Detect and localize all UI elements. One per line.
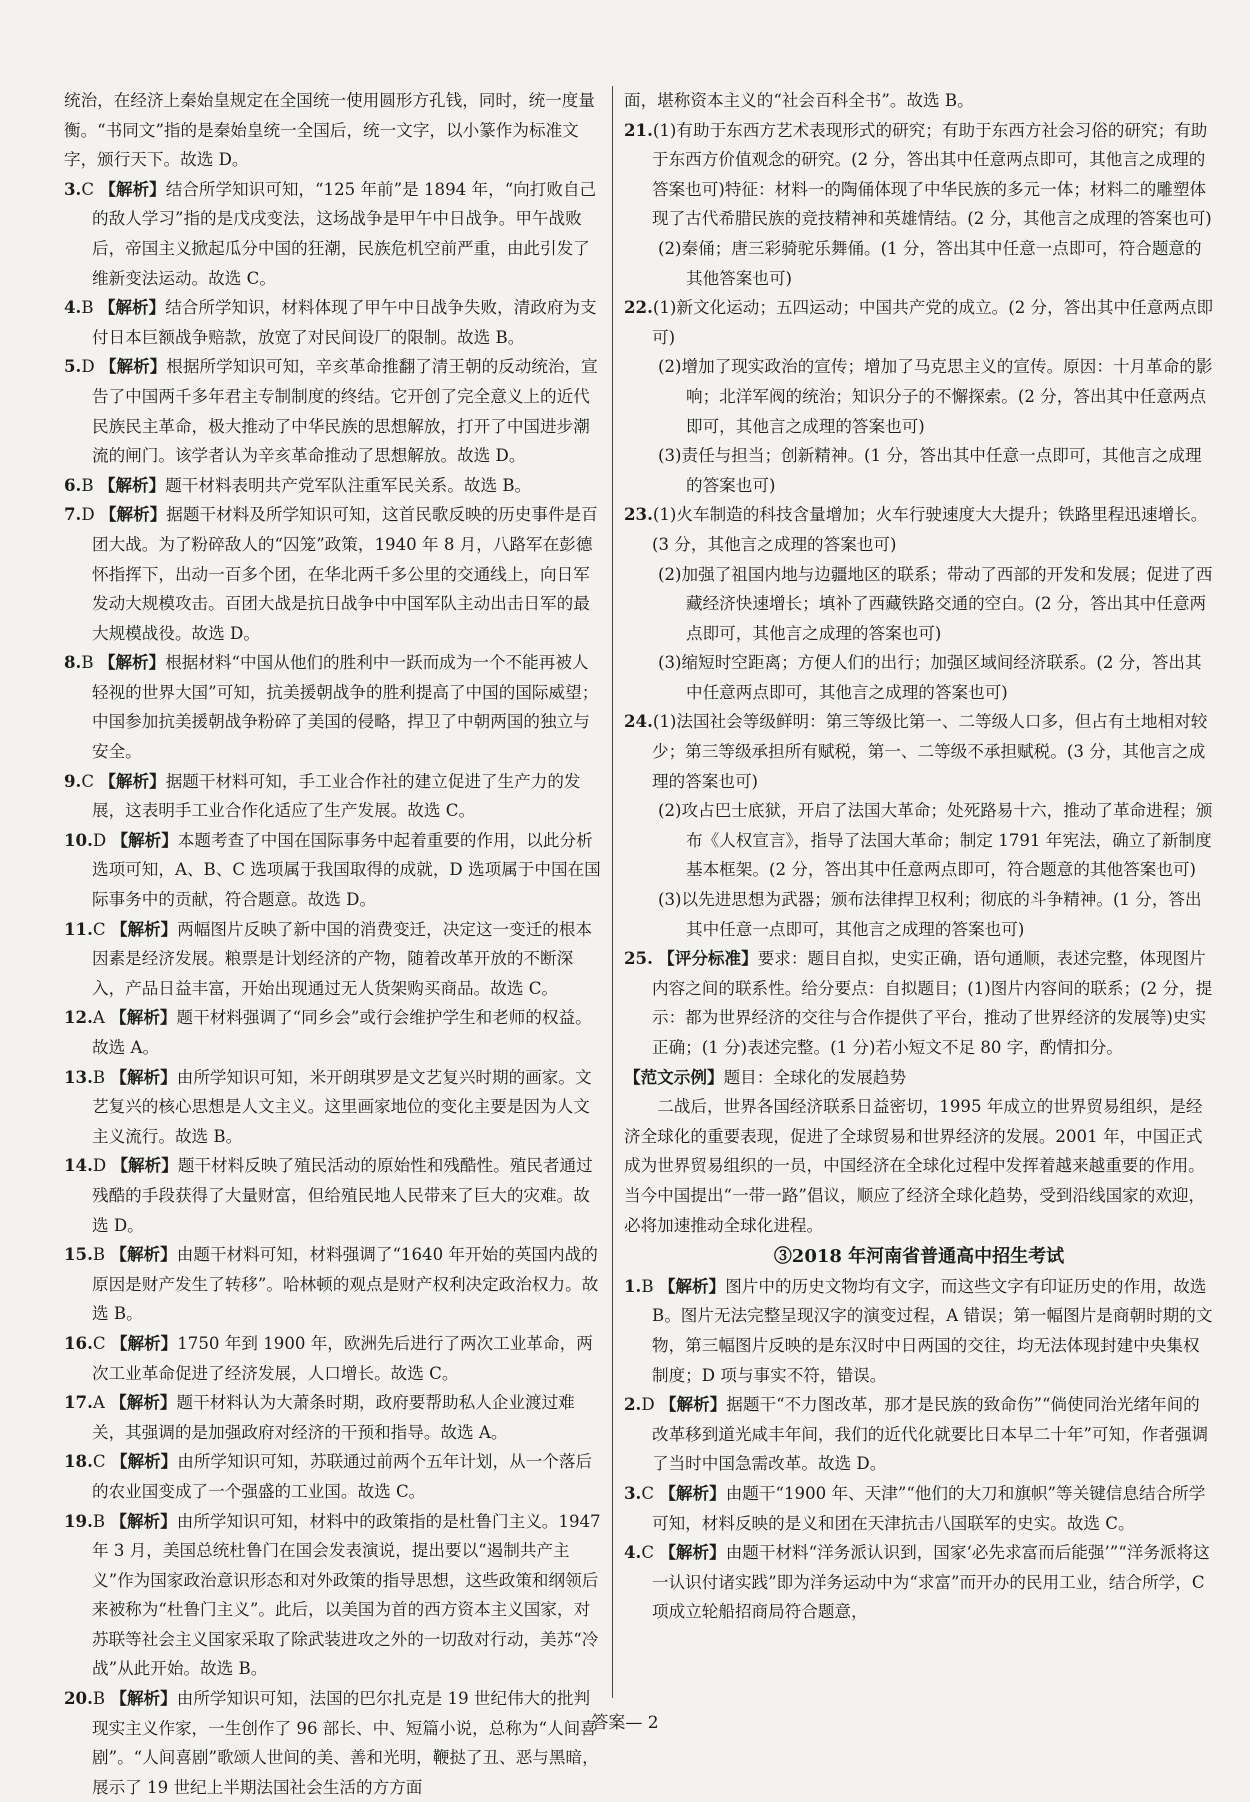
answer-text: 由所学知识可知，法国的巴尔扎克是 19 世纪伟大的批判现实主义作家，一生创作了 96 部长、中、短篇小说，总称为“人间喜剧”。“人间喜剧”歌颂人世间的美、善和光明，鞭挞了丑、恶与黑暗，展示了 19 世纪上半期法国社会生活的方方面: [92, 1689, 599, 1797]
answer-item: [64, 471, 604, 501]
section-heading: [624, 1242, 1214, 1272]
answer-text: 根据材料“中国从他们的胜利中一跃而成为一个不能再被人轻视的世界大国”可知，抗美援朝战争的胜利提高了中国的国际威望；中国参加抗美援朝战争粉碎了美国的侵略，捍卫了中朝两国的独立与安全。: [92, 653, 599, 762]
answer-choice: B: [92, 1511, 106, 1531]
answer-item: [624, 293, 1214, 352]
question-number: 5.: [64, 356, 82, 377]
analysis-tag: 【解析】: [99, 770, 166, 791]
answer-text: (1)有助于东西方艺术表现形式的研究；有助于东西方社会习俗的研究；有助于东西方价值观念的研究。(2 分，答出其中任意两点即可，其他言之成理的答案也可)特征：材料一的陶俑体现了中华民族的多元一体；材料二的雕塑体现了古代希腊民族的竞技精神和英雄情结。(2 分，其他言之成理的答案也可): [652, 120, 1212, 229]
analysis-tag: 【解析】: [110, 1510, 177, 1531]
answer-choice: B: [641, 1276, 654, 1296]
continued-text: [64, 86, 604, 175]
analysis-tag: 【解析】: [111, 1155, 178, 1176]
left-column: [64, 86, 604, 1802]
answer-text: (2)秦俑；唐三彩骑驼乐舞俑。(1 分，答出其中任意一点即可，符合题意的其他答案也可): [658, 238, 1202, 288]
answer-text: (1)法国社会等级鲜明：第三等级比第一、二等级人口多，但占有土地相对较少；第三等级承担所有赋税，第一、二等级不承担赋税。(3 分，其他言之成理的答案也可): [652, 712, 1208, 791]
answer-text: 据题干材料及所学知识可知，这首民歌反映的历史事件是百团大战。为了粉碎敌人的“囚笼”政策，1940 年 8 月，八路军在彭德怀指挥下，出动一百多个团，在华北两千多公里的交通线上，向日军发动大规模攻击。百团大战是抗日战争中中国军队主动出击日军的最大规模战役。故选 D。: [92, 505, 598, 643]
answer-text: 由所学知识可知，米开朗琪罗是文艺复兴时期的画家。文艺复兴的核心思想是人文主义。这里画家地位的变化主要是因为人文主义流行。故选 B。: [92, 1067, 592, 1146]
question-number: 20.: [64, 1688, 93, 1709]
answer-choice: B: [92, 1689, 106, 1709]
answer-text: (2)加强了祖国内地与边疆地区的联系；带动了西部的开发和发展；促进了西藏经济快速增长；填补了西藏铁路交通的空白。(2 分，答出其中任意两点即可，其他言之成理的答案也可): [658, 564, 1213, 643]
sub-answer: [624, 796, 1214, 885]
answer-item: [624, 500, 1214, 559]
analysis-tag: 【解析】: [110, 1392, 177, 1413]
answer-choice: C: [81, 771, 95, 791]
answer-text: 由题干材料可知，材料强调了“1640 年开始的英国内战的原因是财产发生了转移”。哈林顿的观点是财产权利决定政治权力。故选 B。: [92, 1245, 599, 1324]
question-number: 22.: [624, 297, 653, 318]
question-number: 8.: [64, 652, 82, 673]
analysis-tag: 【解析】: [110, 1688, 177, 1709]
analysis-tag: 【解析】: [99, 504, 167, 525]
answer-item: [64, 648, 604, 766]
sub-answer: [624, 648, 1214, 707]
answer-item: [64, 1329, 604, 1388]
sub-answer: [624, 234, 1214, 293]
answer-item: [64, 1240, 604, 1329]
analysis-tag: 【解析】: [659, 1542, 726, 1563]
answer-text: (1)新文化运动；五四运动；中国共产党的成立。(2 分，答出其中任意两点即可): [652, 298, 1214, 347]
answer-item: [624, 1390, 1214, 1479]
answer-item: [64, 175, 604, 293]
analysis-tag: 【解析】: [110, 1244, 177, 1265]
answer-text: 图片中的历史文物均有文字，而这些文字有印证历史的作用，故选 B。图片无法完整呈现汉字的演变过程，A 错误；第一幅图片是商朝时期的文物，第三幅图片反映的是东汉时中日两国的交往，均无法体现封建中央集权制度；D 项与事实不符，错误。: [652, 1276, 1213, 1385]
answer-text: 1750 年到 1900 年，欧洲先后进行了两次工业革命，两次工业革命促进了经济发展，人口增长。故选 C。: [92, 1333, 593, 1383]
question-number: 11.: [64, 918, 93, 939]
answer-choice: D: [81, 505, 95, 525]
answer-choice: C: [92, 919, 106, 939]
question-number: 6.: [64, 474, 82, 495]
analysis-tag: 【解析】: [99, 178, 166, 199]
essay-paragraph: [624, 1092, 1214, 1240]
question-number: 2.: [624, 1394, 642, 1415]
answer-text: (2)增加了现实政治的宣传；增加了马克思主义的宣传。原因：十月革命的影响；北洋军阀的统治；知识分子的不懈探索。(2 分，答出其中任意两点即可，其他言之成理的答案也可): [658, 357, 1213, 436]
analysis-tag: 【解析】: [659, 1394, 727, 1415]
column-divider: [612, 86, 613, 1698]
answer-item: [64, 1063, 604, 1152]
answer-item: [64, 1003, 604, 1062]
answer-text: 本题考查了中国在国际事务中起着重要的作用，以此分析选项可知，A、B、C 选项属于我国取得的成就，D 选项属于中国在国际事务中的贡献，符合题意。故选 D。: [92, 830, 601, 910]
analysis-tag: 【解析】: [98, 474, 166, 495]
answer-text: 题干材料表明共产党军队注重军民关系。故选 B。: [165, 475, 532, 495]
answer-text: 据题干材料可知，手工业合作社的建立促进了生产力的发展，这表明手工业合作化适应了生产发展。故选 C。: [92, 771, 581, 821]
answer-choice: C: [641, 1483, 655, 1503]
answer-choice: A: [92, 1393, 105, 1413]
answer-item: [64, 352, 604, 470]
question-number: 18.: [64, 1451, 93, 1472]
answer-item: [64, 1447, 604, 1506]
answer-item: [64, 1388, 604, 1447]
answer-item: [624, 1538, 1214, 1627]
answer-text: (2)攻占巴士底狱，开启了法国大革命；处死路易十六，推动了革命进程；颁布《人权宣言》，指导了法国大革命；制定 1791 年宪法，确立了新制度基本框架。(2 分，答出其中任意两点即可，符合题意的其他答案也可): [658, 801, 1213, 880]
question-number: 17.: [64, 1392, 93, 1413]
section-title-text: ③2018 年河南省普通高中招生考试: [773, 1246, 1065, 1268]
answer-choice: A: [92, 1008, 105, 1028]
answer-text: (1)火车制造的科技含量增加；火车行驶速度大大提升；铁路里程迅速增长。(3 分，其他言之成理的答案也可): [652, 505, 1208, 554]
answer-choice: D: [81, 357, 95, 377]
question-number: 9.: [64, 770, 82, 791]
analysis-tag: 【解析】: [659, 1482, 726, 1503]
answer-choice: C: [81, 179, 95, 199]
answer-item: [624, 707, 1214, 796]
question-number: 25.: [624, 948, 653, 969]
question-number: 3.: [624, 1482, 642, 1503]
analysis-tag: 【解析】: [110, 918, 178, 939]
answer-text: 要求：题目自拟，史实正确，语句通顺，表述完整，体现图片内容之间的联系性。给分要点：自拟题目；(1)图片内容间的联系；(2 分，提示：都为世界经济的交往与合作提供了平台，推动了世界经济的发展等)史实正确；(1 分)表述完整。(1 分)若小短文不足 80 字，酌情扣分。: [652, 949, 1213, 1057]
answer-item: [64, 826, 604, 915]
answer-text: 由所学知识可知，苏联通过前两个五年计划，从一个落后的农业国变成了一个强盛的工业国。故选 C。: [92, 1452, 593, 1501]
answer-text: 题干材料认为大萧条时期，政府要帮助私人企业渡过难关，其强调的是加强政府对经济的干预和指导。故选 A。: [92, 1393, 575, 1442]
analysis-tag: 【解析】: [658, 1275, 726, 1296]
question-number: 15.: [64, 1244, 93, 1265]
answer-choice: B: [81, 475, 94, 495]
answer-choice: D: [641, 1395, 655, 1415]
answer-item: [624, 1479, 1214, 1538]
answer-text: (3)以先进思想为武器；颁布法律捍卫权利；彻底的斗争精神。(1 分，答出其中任意一点即可，其他言之成理的答案也可): [658, 890, 1202, 939]
question-number: 16.: [64, 1332, 93, 1353]
answer-item: [624, 1272, 1214, 1390]
answer-text: 据题干“不力图改革，那才是民族的致命伤”“倘使同治光绪年间的改革移到道光咸丰年间，我们的近代化就要比日本早二十年”可知，作者强调了当时中国急需改革。故选 D。: [652, 1395, 1209, 1474]
question-number: 21.: [624, 119, 653, 140]
analysis-tag: 【解析】: [98, 652, 166, 673]
answer-item: [64, 293, 604, 352]
answer-text: 结合所学知识，材料体现了甲午中日战争失败，清政府为支付日本巨额战争赔款，放宽了对民间设厂的限制。故选 B。: [92, 298, 597, 347]
analysis-tag: 【评分标准】: [658, 948, 758, 969]
answer-text: 题干材料反映了殖民活动的原始性和残酷性。殖民者通过残酷的手段获得了大量财富，但给殖民地人民带来了巨大的灾难。故选 D。: [92, 1156, 593, 1235]
answer-text: 由所学知识可知，材料中的政策指的是杜鲁门主义。1947 年 3 月，美国总统杜鲁门在国会发表演说，提出要以“遏制共产主义”作为国家政治意识形态和对外政策的指导思想，这些政策和纲领后来被称为“杜鲁门主义”。此后，以美国为首的西方资本主义国家，对苏联等社会主义国家采取了除武装进攻之外的一切敌对行动，美苏“冷战”从此开始。故选 B。: [92, 1511, 601, 1679]
analysis-tag: 【解析】: [110, 1332, 178, 1353]
question-number: 12.: [64, 1007, 93, 1028]
answer-choice: C: [92, 1452, 106, 1472]
right-column: [624, 86, 1214, 1627]
answer-item: [64, 915, 604, 1004]
question-number: 7.: [64, 504, 82, 525]
question-number: 19.: [64, 1510, 93, 1531]
sub-answer: [624, 885, 1214, 944]
sub-answer: [624, 352, 1214, 441]
sub-answer: [624, 441, 1214, 500]
answer-choice: C: [641, 1543, 655, 1563]
question-number: 14.: [64, 1155, 93, 1176]
analysis-tag: 【解析】: [110, 1007, 177, 1028]
answer-item: [64, 1507, 604, 1685]
answer-choice: B: [81, 653, 94, 673]
sample-tag: 【范文示例】: [624, 1066, 724, 1087]
answer-text: 根据所学知识可知，辛亥革命推翻了清王朝的反动统治，宣告了中国两千多年君主专制制度的终结。它开创了完全意义上的近代民族民主革命，极大推动了中华民族的思想解放，打开了中国进步潮流的闸门。该学者认为辛亥革命推动了思想解放。故选 D。: [92, 357, 598, 466]
sample-title: 题目：全球化的发展趋势: [723, 1067, 907, 1087]
sub-answer: [624, 560, 1214, 649]
answer-choice: D: [92, 830, 107, 850]
question-number: 4.: [624, 1542, 642, 1563]
answer-choice: B: [92, 1245, 106, 1265]
answer-item: [64, 1151, 604, 1240]
answer-text: 统治，在经济上秦始皇规定在全国统一使用圆形方孔钱，同时，统一度量衡。“书同文”指的是秦始皇统一全国后，统一文字，以小篆作为标准文字，颁行天下。故选 D。: [64, 91, 595, 170]
answer-item: [64, 767, 604, 826]
answer-text: 结合所学知识可知，“125 年前”是 1894 年，“向打败自己的敌人学习”指的是戊戌变法，这场战争是甲午中日战争。甲午战败后，帝国主义掀起瓜分中国的狂潮，民族危机空前严重，由此引发了维新变法运动。故选 C。: [92, 179, 597, 288]
question-number: 10.: [64, 829, 93, 850]
answer-choice: B: [92, 1067, 106, 1087]
answer-text: 两幅图片反映了新中国的消费变迁，决定这一变迁的根本因素是经济发展。粮票是计划经济的产物，随着改革开放的不断深入，产品日益丰富，开始出现通过无人货架购买商品。故选 C。: [92, 919, 593, 998]
answer-item: [64, 500, 604, 648]
analysis-tag: 【解析】: [98, 297, 166, 318]
analysis-tag: 【解析】: [110, 1451, 178, 1472]
answer-item: [624, 944, 1214, 1062]
analysis-tag: 【解析】: [99, 356, 167, 377]
answer-item: [624, 116, 1214, 234]
question-number: 13.: [64, 1066, 93, 1087]
analysis-tag: 【解析】: [110, 1066, 177, 1087]
answer-text: 由题干材料“洋务派认识到，国家‘必先求富而后能强’”“洋务派将这一认识付诸实践”即为洋务运动中为“求富”而开办的民用工业，结合所学，C 项成立轮船招商局符合题意，: [652, 1543, 1210, 1622]
answer-choice: C: [92, 1333, 106, 1353]
page-footer: 答案— 2: [591, 1713, 659, 1733]
answer-choice: B: [81, 298, 94, 318]
question-number: 4.: [64, 297, 82, 318]
essay-text: 二战后，世界各国经济联系日益密切，1995 年成立的世界贸易组织，是经济全球化的重要表现，促进了全球贸易和世界经济的发展。2001 年，中国正式成为世界贸易组织的一员，中国经济在全球化过程中发挥着越来越重要的作用。当今中国提出“一带一路”倡议，顺应了经济全球化趋势，受到沿线国家的欢迎，必将加速推动全球化进程。: [624, 1097, 1206, 1235]
sample-heading: [624, 1063, 1214, 1093]
continued-text: [624, 86, 1214, 116]
answer-choice: D: [92, 1156, 107, 1176]
analysis-tag: 【解析】: [111, 829, 178, 850]
question-number: 3.: [64, 178, 82, 199]
answer-text: 面，堪称资本主义的“社会百科全书”。故选 B。: [624, 91, 974, 110]
question-number: 24.: [624, 711, 653, 732]
question-number: 1.: [624, 1275, 642, 1296]
answer-text: (3)责任与担当；创新精神。(1 分，答出其中任意一点即可，其他言之成理的答案也可): [658, 446, 1202, 495]
answer-item: [64, 1684, 604, 1802]
answer-text: 题干材料强调了“同乡会”或行会维护学生和老师的权益。故选 A。: [92, 1008, 592, 1057]
answer-text: (3)缩短时空距离；方便人们的出行；加强区域间经济联系。(2 分，答出其中任意两点即可，其他言之成理的答案也可): [658, 653, 1202, 702]
answer-text: 由题干“1900 年、天津”“他们的大刀和旗帜”等关键信息结合所学可知，材料反映的是义和团在天津抗击八国联军的史实。故选 C。: [652, 1483, 1206, 1533]
question-number: 23.: [624, 504, 653, 525]
